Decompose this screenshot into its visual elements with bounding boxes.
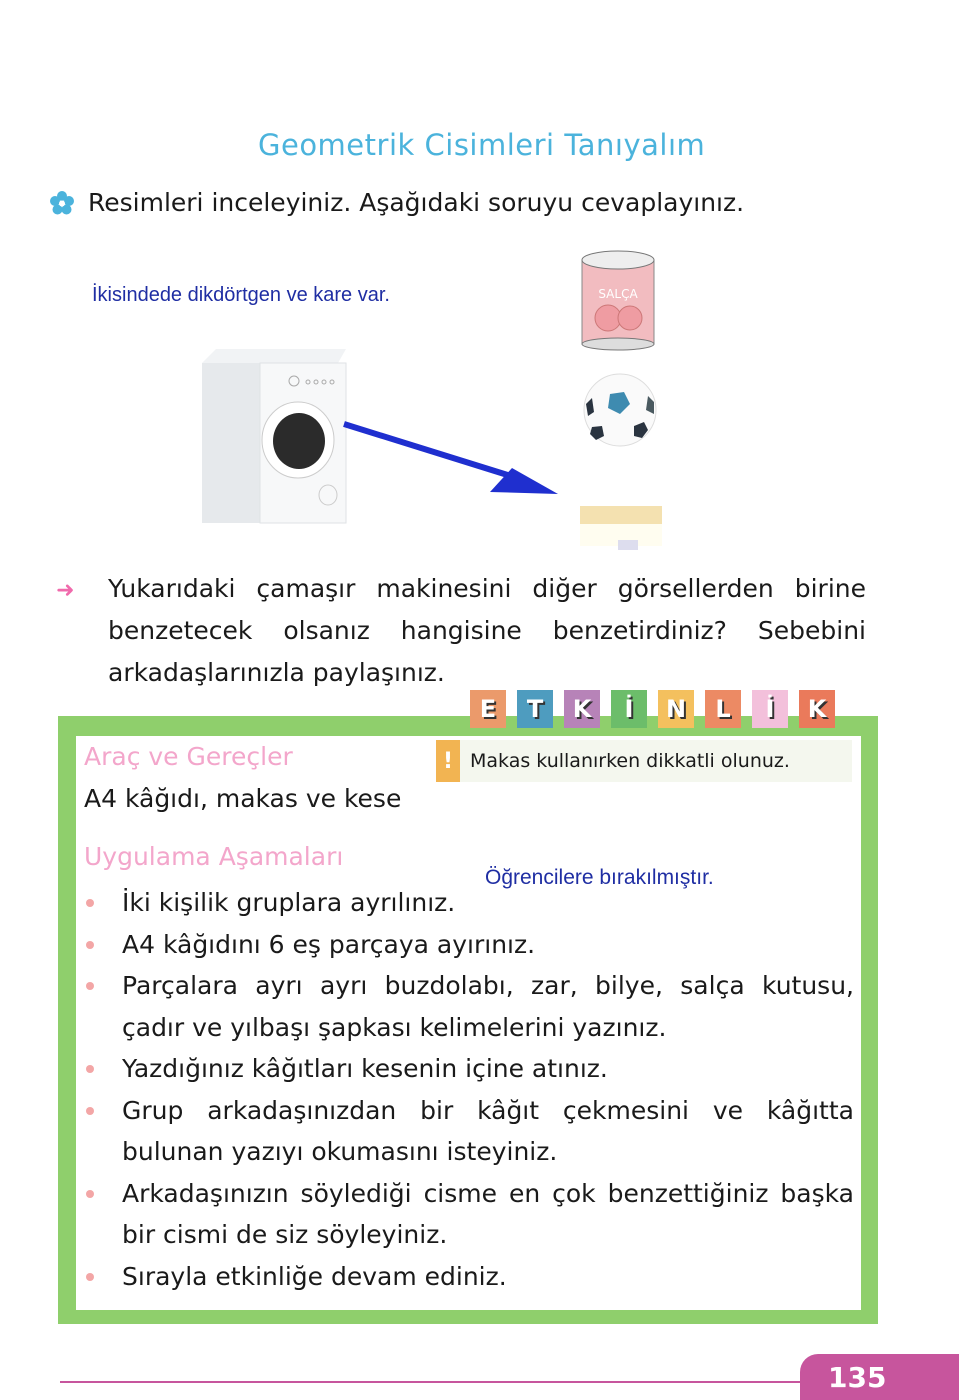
question: [56, 568, 866, 694]
washing-machine-image: [196, 345, 356, 525]
instruction: [50, 188, 744, 217]
bullet-icon: [86, 1273, 94, 1281]
banner-letter: L: [705, 690, 741, 728]
tomato-paste-can-image: [578, 248, 658, 352]
banner-letter: İ: [611, 690, 647, 728]
bullet-icon: [86, 982, 94, 990]
soccer-ball-image: [582, 372, 658, 448]
flower-icon: [50, 191, 74, 215]
list-item: Yazdığınız kâğıtları kesenin içine atınız.: [82, 1048, 854, 1090]
bullet-icon: [86, 1065, 94, 1073]
steps-title: Uygulama Aşamaları: [84, 842, 344, 871]
list-item: Arkadaşınızın söylediği cisme en çok benzettiğiniz başka bir cismi de siz söyleyiniz.: [82, 1173, 854, 1256]
materials-title: Araç ve Gereçler: [84, 742, 293, 771]
banner-letter: İ: [752, 690, 788, 728]
page-title: Geometrik Cisimleri Tanıyalım: [258, 128, 706, 162]
bullet-icon: [86, 1190, 94, 1198]
bullet-icon: [86, 899, 94, 907]
list-item: A4 kâğıdını 6 eş parçaya ayırınız.: [82, 924, 854, 966]
question-text: Yukarıdaki çamaşır makinesini diğer görsellerden birine benzetecek olsanız hangisine benzetirdiniz? Sebebini arkadaşlarınızla paylaşınız.: [108, 574, 866, 687]
footer-line: [60, 1381, 820, 1383]
bullet-icon: [86, 1107, 94, 1115]
warning-text: Makas kullanırken dikkatli olunuz.: [470, 750, 790, 772]
exclamation-icon: !: [436, 740, 460, 782]
box-image: [576, 500, 666, 552]
arrow-right-icon: ➜: [56, 578, 75, 603]
handwritten-answer: İkisindede dikdörtgen ve kare var.: [92, 284, 390, 306]
materials-text: A4 kâğıdı, makas ve kese: [84, 784, 402, 813]
bullet-icon: [86, 941, 94, 949]
list-item: Sırayla etkinliğe devam ediniz.: [82, 1256, 854, 1298]
banner-letter: E: [470, 690, 506, 728]
svg-text:SALÇA: SALÇA: [598, 287, 638, 301]
instruction-text: Resimleri inceleyiniz. Aşağıdaki soruyu cevaplayınız.: [88, 188, 745, 217]
page-number: 135: [800, 1354, 959, 1400]
activity-banner: [470, 690, 835, 728]
handwritten-answer-2: Öğrencilere bırakılmıştır.: [485, 866, 714, 889]
list-item: Grup arkadaşınızdan bir kâğıt çekmesini ve kâğıtta bulunan yazıyı okumasını isteyiniz.: [82, 1090, 854, 1173]
warning-note: [438, 740, 852, 782]
banner-letter: K: [564, 690, 600, 728]
list-item: Parçalara ayrı ayrı buzdolabı, zar, bilye, salça kutusu, çadır ve yılbaşı şapkası kelimelerini yazınız.: [82, 965, 854, 1048]
banner-letter: N: [658, 690, 694, 728]
list-item: İki kişilik gruplara ayrılınız.: [82, 882, 854, 924]
banner-letter: K: [799, 690, 835, 728]
arrow-icon: [340, 410, 570, 505]
banner-letter: T: [517, 690, 553, 728]
steps-list: [82, 882, 854, 1297]
